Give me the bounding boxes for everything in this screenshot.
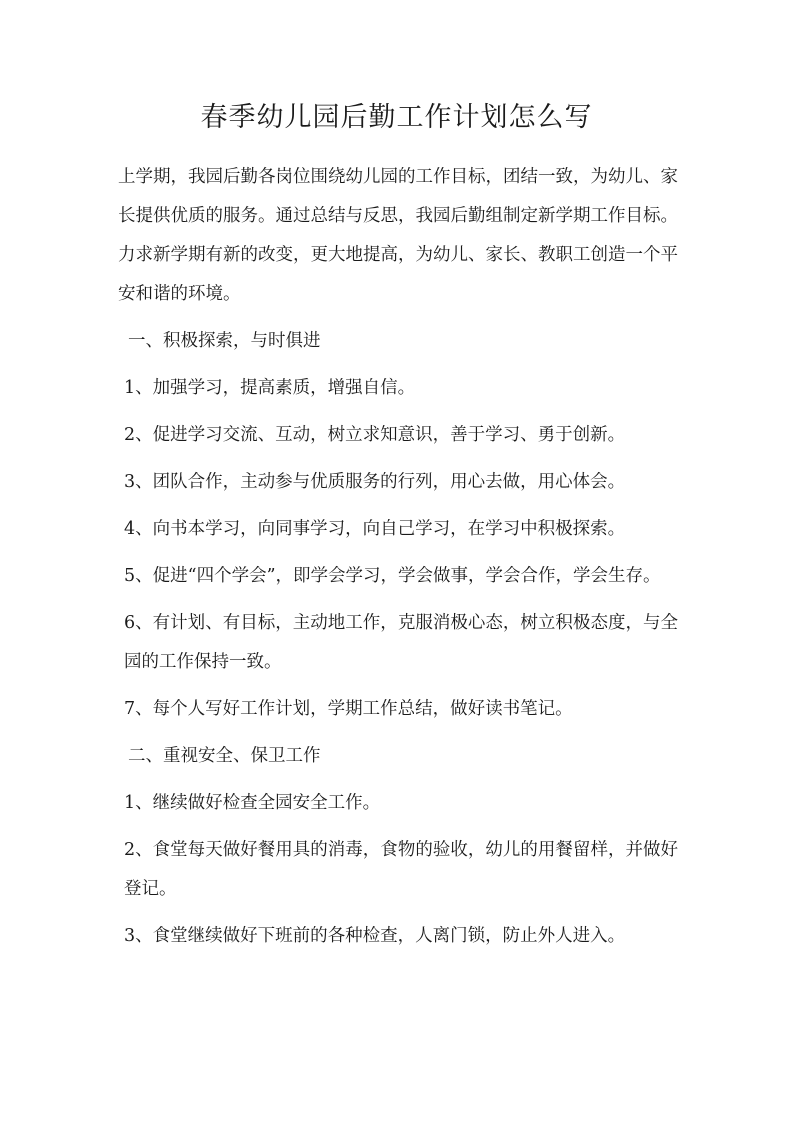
intro-paragraph: 上学期，我园后勤各岗位围绕幼儿园的工作目标，团结一致，为幼儿、家长提供优质的服务。通过总结与反思，我园后勤组制定新学期工作目标。力求新学期有新的改变，更大地提高，为幼儿、家长、教职工创造一个平安和谐的环境。 <box>118 167 678 304</box>
list-item: 6、有计划、有目标，主动地工作，克服消极心态，树立积极态度，与全园的工作保持一致。 <box>124 613 678 672</box>
list-item: 2、促进学习交流、互动，树立求知意识，善于学习、勇于创新。 <box>124 425 626 445</box>
list-item: 4、向书本学习，向同事学习，向自己学习，在学习中积极探索。 <box>124 519 626 539</box>
list-item: 3、食堂继续做好下班前的各种检查，人离门锁，防止外人进入。 <box>124 926 626 946</box>
list-item: 1、继续做好检查全园安全工作。 <box>124 793 381 813</box>
list-item: 2、食堂每天做好餐用具的消毒，食物的验收，幼儿的用餐留样，并做好登记。 <box>124 840 678 899</box>
list-item: 3、团队合作，主动参与优质服务的行列，用心去做，用心体会。 <box>124 472 626 492</box>
section-heading-2: 二、重视安全、保卫工作 <box>128 746 321 766</box>
document-body <box>118 158 678 964</box>
document-title: 春季幼儿园后勤工作计划怎么写 <box>200 102 593 133</box>
list-item: 7、每个人写好工作计划，学期工作总结，做好读书笔记。 <box>124 699 573 719</box>
list-item: 1、加强学习，提高素质，增强自信。 <box>124 378 416 398</box>
section-heading-1: 一、积极探索，与时俱进 <box>128 331 321 351</box>
list-item: 5、促进“四个学会”，即学会学习，学会做事，学会合作，学会生存。 <box>124 566 661 586</box>
